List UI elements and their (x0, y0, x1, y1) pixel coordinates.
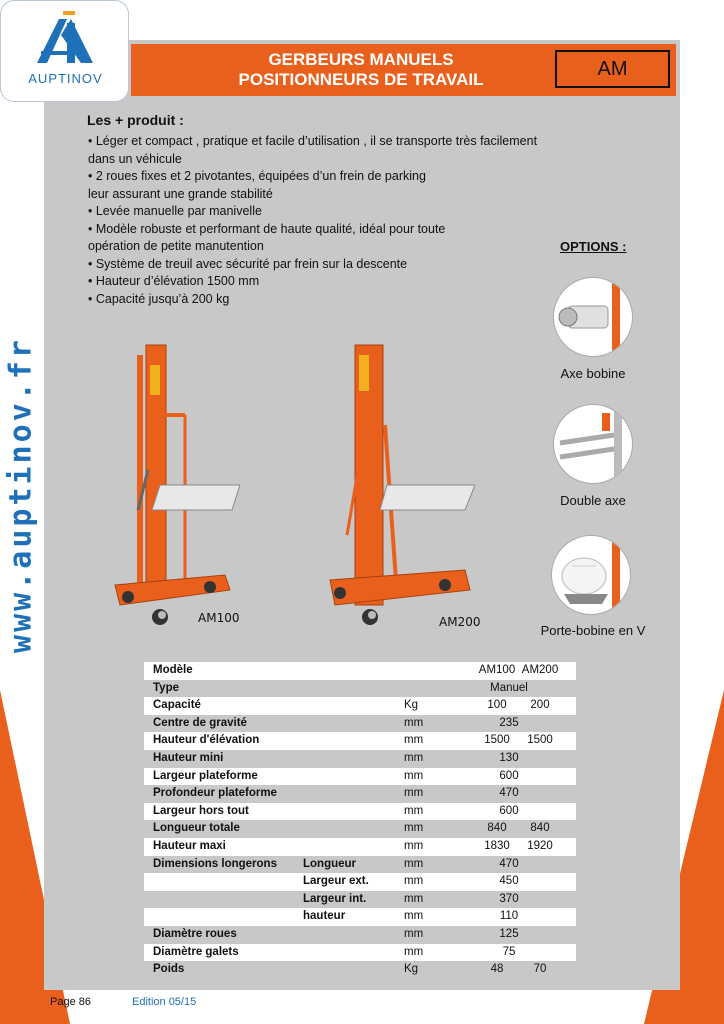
table-row (144, 891, 576, 909)
spec-unit: mm (404, 751, 424, 764)
porte-bobine-icon (552, 536, 630, 614)
table-row (144, 768, 576, 786)
spec-sublabel: hauteur (303, 910, 346, 923)
spec-value-shared: 450 (499, 875, 519, 888)
model-label-am100: AM100 (198, 611, 240, 625)
page-title-line1: GERBEURS MANUELS (268, 50, 454, 69)
feature-line: leur assurant une grande stabilité (88, 186, 273, 201)
spec-value-shared: 130 (499, 751, 519, 764)
spec-unit: mm (404, 945, 424, 958)
header-am200: AM200 (521, 664, 559, 676)
axe-bobine-icon (554, 278, 632, 356)
feature-line: • Modèle robuste et performant de haute qualité, idéal pour toute (88, 221, 446, 236)
feature-line: • 2 roues fixes et 2 pivotantes, équipées d’un frein de parking (88, 169, 426, 183)
table-header-row (144, 662, 576, 680)
spec-unit: mm (404, 734, 424, 747)
spec-sublabel: Largeur ext. (303, 875, 369, 888)
spec-unit: mm (404, 910, 424, 923)
table-row (144, 908, 576, 926)
side-url-text[interactable]: www.auptinov.fr (3, 337, 39, 653)
feature-line: dans un véhicule (88, 151, 182, 166)
product-code: AM (597, 57, 628, 80)
option-label-axe-bobine: Axe bobine (560, 366, 626, 381)
spec-value-am200: 1920 (527, 839, 553, 852)
table-row (144, 803, 576, 821)
option-image-axe-bobine (553, 277, 633, 357)
logo-icon (1, 1, 130, 71)
spec-unit: mm (404, 857, 424, 870)
table-row (144, 944, 576, 962)
spec-unit: mm (404, 927, 424, 940)
feature-line: opération de petite manutention (88, 239, 264, 253)
table-row (144, 715, 576, 733)
side-website-url[interactable] (2, 300, 40, 690)
feature-line: • Système de treuil avec sécurité par frein sur la descente (88, 256, 408, 271)
edition-label: Edition 05/15 (132, 996, 197, 1008)
table-row (144, 820, 576, 838)
spec-rows (144, 680, 576, 979)
feature-line: • Levée manuelle par manivelle (88, 204, 262, 218)
spec-label: Diamètre galets (153, 945, 239, 958)
feature-line: • Léger et compact , pratique et facile d’utilisation , il se transporte très facilement (88, 134, 538, 148)
table-row (144, 926, 576, 944)
spec-sublabel: Largeur int. (303, 892, 367, 905)
spec-label: Diamètre roues (153, 927, 237, 940)
spec-value-shared: 235 (499, 716, 519, 729)
table-row (144, 856, 576, 874)
spec-value-shared: 470 (499, 787, 519, 800)
spec-label: Hauteur mini (153, 751, 224, 764)
spec-label: Type (153, 681, 179, 694)
spec-value-shared: 75 (502, 945, 516, 958)
auptinov-logo (0, 0, 129, 102)
spec-value-shared: 600 (499, 804, 519, 817)
spec-value-am100: 48 (490, 963, 504, 976)
option-label-porte-bobine: Porte-bobine en V (540, 623, 646, 638)
spec-sublabel: Longueur (303, 857, 357, 870)
spec-value-shared: Manuel (490, 681, 528, 694)
spec-unit: mm (404, 892, 424, 905)
model-label-am200: AM200 (439, 615, 481, 629)
spec-value-am200: 200 (530, 699, 550, 712)
spec-value-shared: 125 (499, 927, 519, 940)
spec-unit: mm (404, 822, 424, 835)
spec-value-am200: 1500 (527, 734, 553, 747)
table-row (144, 873, 576, 891)
spec-label: Largeur hors tout (153, 804, 249, 817)
table-row (144, 732, 576, 750)
option-image-porte-bobine (551, 535, 631, 615)
spec-label: Longueur totale (153, 822, 240, 835)
specs-table (144, 662, 576, 979)
spec-label: Profondeur plateforme (153, 787, 277, 800)
product-code-box (555, 50, 670, 88)
spec-value-shared: 370 (499, 892, 519, 905)
spec-value-am100: 840 (487, 822, 507, 835)
spec-label: Centre de gravité (153, 716, 247, 729)
table-row (144, 750, 576, 768)
spec-unit: mm (404, 787, 424, 800)
table-row (144, 785, 576, 803)
spec-value-am100: 100 (487, 699, 507, 712)
am100-product-image (100, 335, 240, 635)
options-title: OPTIONS : (560, 239, 627, 254)
table-row (144, 838, 576, 856)
feature-line: • Hauteur d’élévation 1500 mm (88, 274, 260, 288)
spec-value-am200: 70 (533, 963, 547, 976)
header-label: Modèle (153, 664, 193, 676)
page-title (196, 50, 526, 90)
option-image-double-axe (553, 404, 633, 484)
page-number: Page 86 (50, 996, 91, 1008)
spec-label: Hauteur maxi (153, 839, 226, 852)
spec-value-shared: 470 (499, 857, 519, 870)
spec-label: Hauteur d'élévation (153, 734, 260, 747)
spec-value-am200: 840 (530, 822, 550, 835)
spec-label: Dimensions longerons (153, 857, 277, 870)
option-label-double-axe: Double axe (560, 493, 626, 508)
header-am100: AM100 (478, 664, 516, 676)
spec-unit: mm (404, 716, 424, 729)
page-title-line2: POSITIONNEURS DE TRAVAIL (238, 70, 484, 89)
feature-line: • Capacité jusqu’à 200 kg (88, 291, 230, 306)
spec-value-am100: 1830 (484, 839, 510, 852)
spec-unit: mm (404, 769, 424, 782)
am200-product-image (325, 335, 475, 635)
spec-unit: mm (404, 875, 424, 888)
spec-label: Capacité (153, 699, 201, 712)
spec-value-am100: 1500 (484, 734, 510, 747)
spec-unit: mm (404, 804, 424, 817)
table-row (144, 961, 576, 979)
spec-unit: Kg (404, 963, 419, 976)
table-row (144, 680, 576, 698)
double-axe-icon (554, 405, 632, 483)
spec-label: Poids (153, 963, 185, 976)
table-row (144, 697, 576, 715)
features-list (88, 133, 588, 308)
spec-value-shared: 110 (499, 910, 519, 923)
spec-value-shared: 600 (499, 769, 519, 782)
features-title: Les + produit : (87, 112, 184, 128)
logo-brand-text: AUPTINOV (28, 71, 103, 86)
spec-unit: Kg (404, 699, 419, 712)
spec-label: Largeur plateforme (153, 769, 258, 782)
spec-unit: mm (404, 839, 424, 852)
